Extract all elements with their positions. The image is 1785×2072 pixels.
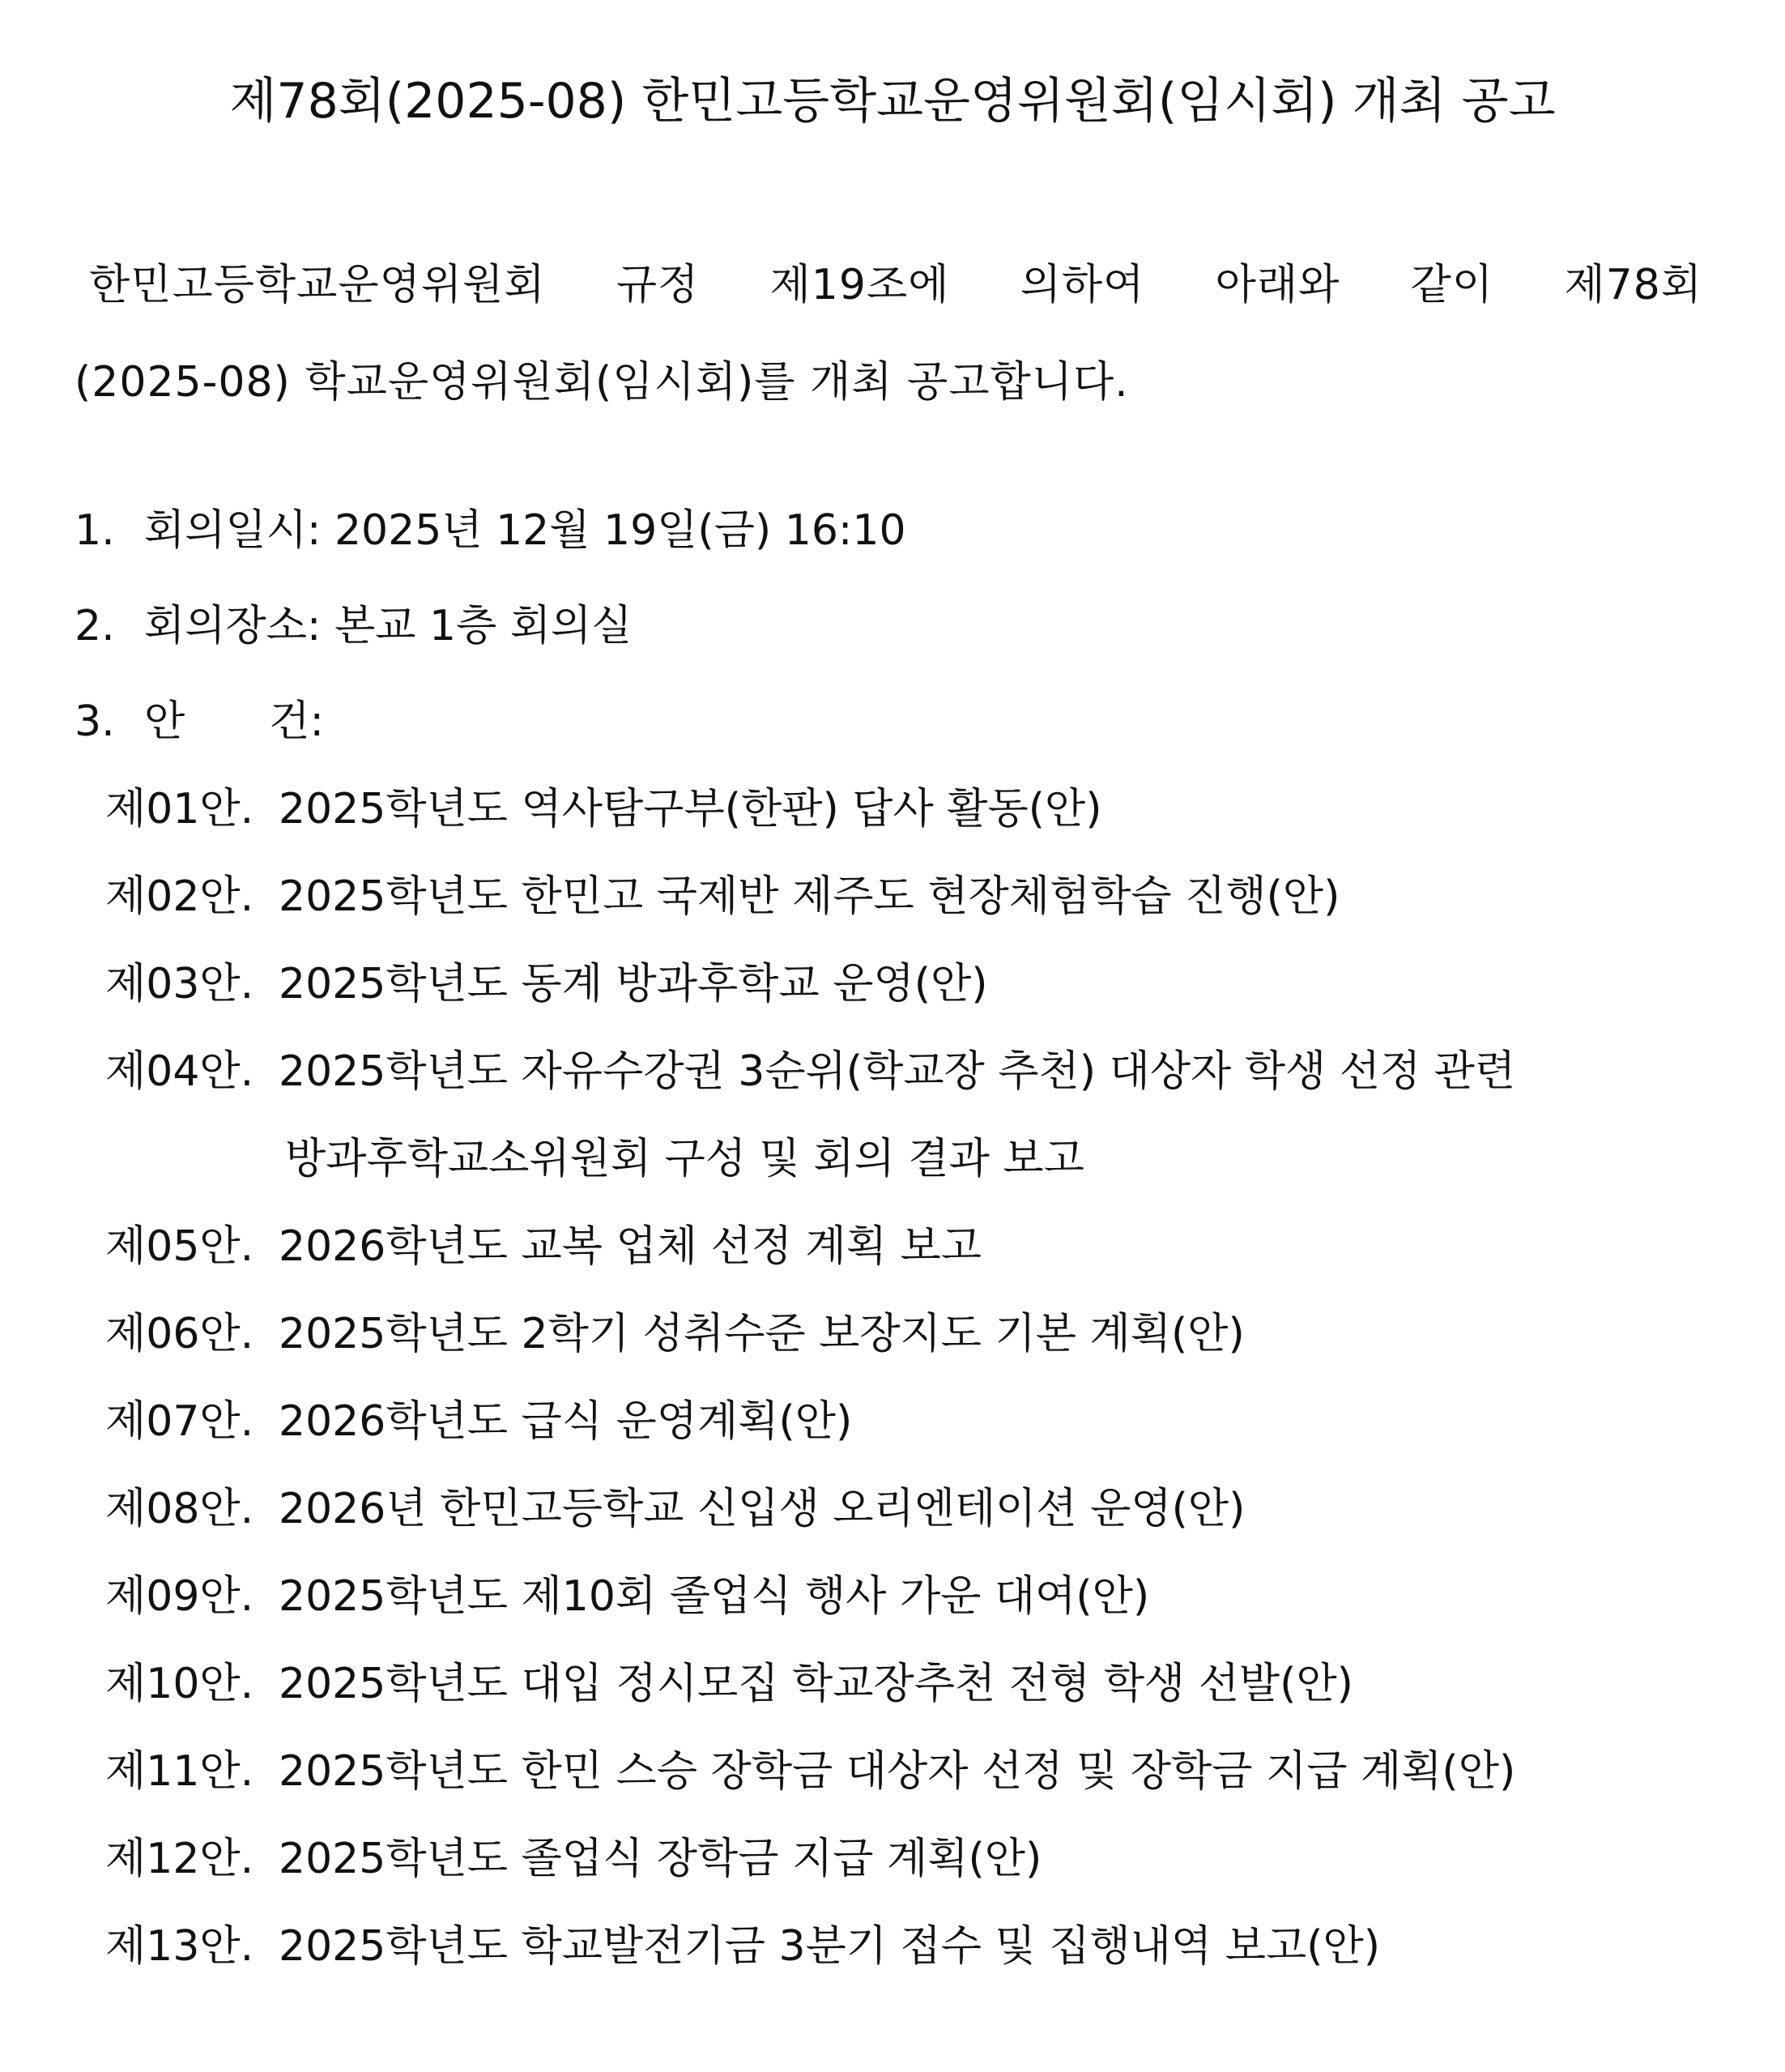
meeting-details-list xyxy=(75,483,1735,770)
agenda-text: 2025학년도 대입 정시모집 학교장추천 전형 학생 선발(안) xyxy=(279,1660,1353,1708)
agenda-number: 제08안. xyxy=(105,1485,254,1533)
agenda-text: 2025학년도 학교발전기금 3분기 접수 및 집행내역 보고(안) xyxy=(279,1922,1381,1971)
agenda-text: 2025학년도 한민 스승 장학금 대상자 선정 및 장학금 지급 계획(안) xyxy=(279,1747,1516,1796)
agenda-number: 제09안. xyxy=(105,1572,254,1621)
agenda-text: 2025학년도 제10회 졸업식 행사 가운 대여(안) xyxy=(279,1572,1150,1621)
agenda-number: 제06안. xyxy=(105,1310,254,1358)
agenda-text: 2026학년도 교복 업체 선정 계획 보고 xyxy=(279,1222,982,1271)
agenda-text: 2025학년도 한민고 국제반 제주도 현장체험학습 진행(안) xyxy=(279,872,1340,921)
agenda-text: 2025학년도 자유수강권 3순위(학교장 추천) 대상자 학생 선정 관련 xyxy=(279,1047,1516,1096)
agenda-item xyxy=(105,1028,1725,1115)
agenda-number: 제02안. xyxy=(105,872,254,921)
agenda-number: 제03안. xyxy=(105,960,254,1008)
agenda-item xyxy=(105,1903,1725,1990)
agenda-item xyxy=(105,940,1725,1028)
agenda-number: 제13안. xyxy=(105,1922,254,1971)
intro-line-2: (2025-08) 학교운영위원회(임시회)를 개최 공고합니다. xyxy=(75,358,1129,407)
agenda-item xyxy=(105,1465,1725,1553)
intro-line-1: 한민고등학교운영위원회 규정 제19조에 의하여 아래와 같이 제78회 xyxy=(89,261,1702,309)
agenda-item xyxy=(105,1378,1725,1465)
agenda-item xyxy=(105,765,1725,853)
meeting-date-item xyxy=(75,483,1735,578)
agenda-number: 제10안. xyxy=(105,1660,254,1708)
agenda-number: 제07안. xyxy=(105,1397,254,1446)
intro-paragraph xyxy=(75,237,1702,431)
agenda-text: 2026년 한민고등학교 신입생 오리엔테이션 운영(안) xyxy=(279,1485,1246,1533)
agenda-text: 2025학년도 졸업식 장학금 지급 계획(안) xyxy=(279,1835,1042,1883)
item-text: 회의장소: 본교 1층 회의실 xyxy=(144,602,633,650)
agenda-text: 2025학년도 역사탐구부(한판) 답사 활동(안) xyxy=(279,785,1102,833)
agenda-item xyxy=(105,1815,1725,1903)
agenda-number: 제01안. xyxy=(105,785,254,833)
item-text: 회의일시: 2025년 12월 19일(금) 16:10 xyxy=(144,506,906,555)
agenda-heading-item xyxy=(75,674,1735,770)
agenda-text: 2025학년도 동계 방과후학교 운영(안) xyxy=(279,960,988,1008)
agenda-item xyxy=(105,1553,1725,1640)
agenda-item xyxy=(105,1290,1725,1378)
agenda-item xyxy=(105,1203,1725,1290)
item-number: 2. xyxy=(75,602,115,650)
agenda-item xyxy=(105,853,1725,940)
agenda-text: 2026학년도 급식 운영계획(안) xyxy=(279,1397,853,1446)
item-number: 3. xyxy=(75,697,115,746)
agenda-text: 2025학년도 2학기 성취수준 보장지도 기본 계획(안) xyxy=(279,1310,1245,1358)
agenda-item xyxy=(105,1728,1725,1815)
agenda-number: 제12안. xyxy=(105,1835,254,1883)
meeting-place-item xyxy=(75,578,1735,674)
agenda-item xyxy=(105,1640,1725,1728)
agenda-number: 제11안. xyxy=(105,1747,254,1796)
agenda-item-continuation xyxy=(105,1115,1725,1203)
document-title: 제78회(2025-08) 한민고등학교운영위원회(임시회) 개최 공고 xyxy=(229,73,1556,130)
agenda-list xyxy=(105,765,1725,1990)
item-number: 1. xyxy=(75,506,115,555)
agenda-number: 제05안. xyxy=(105,1222,254,1271)
agenda-text: 방과후학교소위원회 구성 및 회의 결과 보고 xyxy=(285,1135,1084,1183)
agenda-number: 제04안. xyxy=(105,1047,254,1096)
item-text: 안 건: xyxy=(144,697,324,746)
